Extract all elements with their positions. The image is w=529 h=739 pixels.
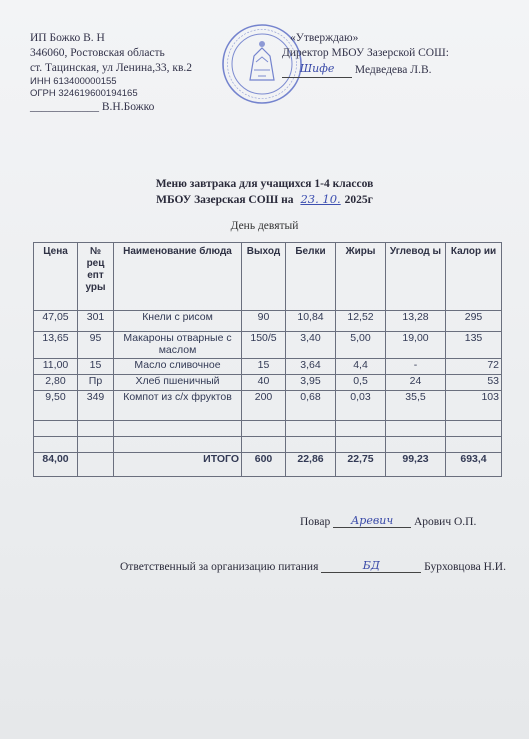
header-yield: Выход	[242, 243, 286, 311]
table-row-empty	[34, 421, 502, 437]
header-fat: Жиры	[336, 243, 386, 311]
header-dish: Наименование блюда	[114, 243, 242, 311]
header-recipe: № рец епт уры	[78, 243, 114, 311]
table-row: 11,00 15 Масло сливочное 15 3,64 4,4 - 72	[34, 359, 502, 375]
supplier-inn: ИНН 613400000155	[30, 76, 117, 87]
supplier-block	[30, 31, 192, 115]
director-signature: Шифе	[299, 62, 335, 75]
approval-director-line: Директор МБОУ Зазерской СОШ:	[282, 47, 449, 59]
menu-date: 23. 10.	[300, 192, 341, 206]
cook-signature-block	[300, 514, 476, 528]
approval-heading: «Утверждаю»	[290, 32, 359, 44]
director-name: Медведева Л.В.	[354, 64, 432, 76]
table-total-row: 84,00 ИТОГО 600 22,86 22,75 99,23 693,4	[34, 453, 502, 477]
responsible-signature-block	[120, 559, 506, 573]
responsible-signature: БД	[362, 559, 380, 572]
approval-block	[268, 31, 449, 78]
table-row: 9,50 349 Компот из с/х фруктов 200 0,68 0,03 35,5 103	[34, 391, 502, 421]
supplier-line: ст. Тацинская, ул Ленина,33, кв.2	[30, 62, 192, 74]
table-row: 2,80 Пр Хлеб пшеничный 40 3,95 0,5 24 53	[34, 375, 502, 391]
responsible-label: Ответственный за организацию питания	[120, 561, 319, 573]
cook-signature: Аревич	[350, 514, 394, 527]
menu-day: День девятый	[230, 220, 299, 232]
table-header-row	[34, 243, 502, 311]
cook-name: Арович О.П.	[413, 516, 477, 528]
header-calories: Калор ии	[446, 243, 502, 311]
responsible-name: Бурховцова Н.И.	[424, 561, 506, 573]
supplier-signature-line: ____________ В.Н.Божко	[30, 101, 155, 113]
table-row: 47,05 301 Кнели с рисом 90 10,84 12,52 13,28 295	[34, 311, 502, 332]
supplier-line: 346060, Ростовская область	[30, 47, 165, 59]
supplier-line: ИП Божко В. Н	[30, 32, 105, 44]
supplier-ogrn: ОГРН 324619600194165	[30, 88, 138, 99]
menu-title: Меню завтрака для учащихся 1-4 классов	[155, 178, 374, 190]
header-carbs: Углевод ы	[386, 243, 446, 311]
table-row: 13,65 95 Макароны отварные с маслом 150/5 3,40 5,00 19,00 135	[34, 332, 502, 359]
menu-table	[33, 242, 502, 477]
cook-label: Повар	[300, 516, 331, 528]
table-row-empty	[34, 437, 502, 453]
menu-subtitle: МБОУ Зазерская СОШ на 23. 10. 2025г	[156, 192, 373, 206]
header-protein: Белки	[286, 243, 336, 311]
header-price: Цена	[34, 243, 78, 311]
